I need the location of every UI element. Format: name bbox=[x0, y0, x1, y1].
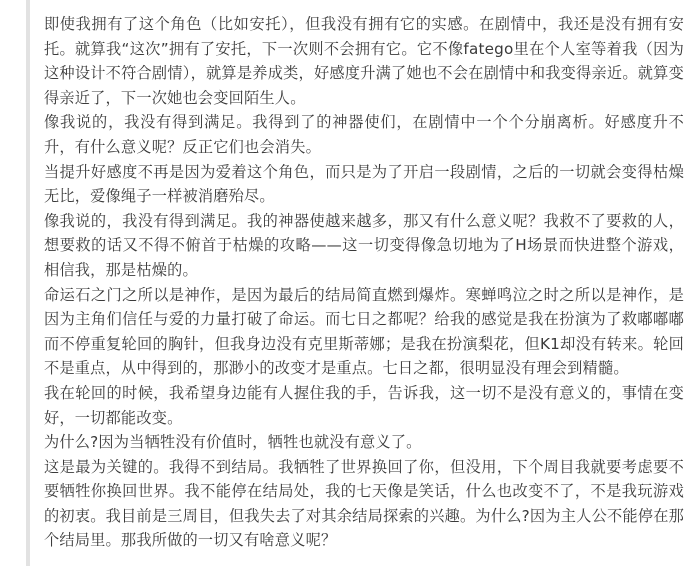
paragraph: 我在轮回的时候，我希望身边能有人握住我的手，告诉我，这一切不是没有意义的，事情在变好，一切都能改变。 bbox=[44, 383, 684, 427]
paragraph: 当提升好感度不再是因为爱着这个角色，而只是为了开启一段剧情，之后的一切就会变得枯燥无比，爱像绳子一样被消磨殆尽。 bbox=[44, 162, 684, 206]
paragraph: 为什么?因为当牺牲没有价值时，牺牲也就没有意义了。 bbox=[44, 433, 422, 452]
paragraph: 像我说的，我没有得到满足。我得到了的神器使们，在剧情中一个个分崩离析。好感度升不升，有什么意义呢？反正它们也会消失。 bbox=[44, 113, 684, 156]
paragraph: 像我说的，我没有得到满足。我的神器使越来越多，那又有什么意义呢？我救不了要救的人，想要救的话又不得不俯首于枯燥的攻略——这一切变得像急切地为了H场景而快进整个游戏，相信我，那是枯燥的。 bbox=[44, 211, 684, 279]
paragraph: 命运石之门之所以是神作，是因为最后的结局简直燃到爆炸。寒蝉鸣泣之时之所以是神作，是因为主角们信任与爱的力量打破了命运。而七日之都呢？给我的感觉是我在扮演为了救嘟嘟嘟而不停重复轮回的胸针，但我身边没有克里斯蒂娜；是我在扮演梨花，但K1却没有转来。轮回不是重点，从中得到的，那渺小的改变才是重点。七日之都，很明显没有理会到精髓。 bbox=[44, 285, 684, 378]
quote-border bbox=[26, 0, 30, 566]
paragraph: 即使我拥有了这个角色（比如安托），但我没有拥有它的实感。在剧情中，我还是没有拥有安托。就算我“这次”拥有了安托，下一次则不会拥有它。它不像fatego里在个人室等着我（因为这种设计不符合剧情），就算是养成类，好感度升满了她也不会在剧情中和我变得亲近。就算变得亲近了，下一次她也会变回陌生人。 bbox=[44, 15, 684, 107]
post-body bbox=[44, 12, 684, 553]
paragraph: 这是最为关键的。我得不到结局。我牺牲了世界换回了你，但没用，下个周目我就要考虑要不要牺牲你换回世界。我不能停在结局处，我的七天像是笑话，什么也改变不了，不是我玩游戏的初衷。我目前是三周目，但我失去了对其余结局探索的兴趣。为什么?因为主人公不能停在那个结局里。那我所做的一切又有啥意义呢？ bbox=[44, 457, 684, 550]
